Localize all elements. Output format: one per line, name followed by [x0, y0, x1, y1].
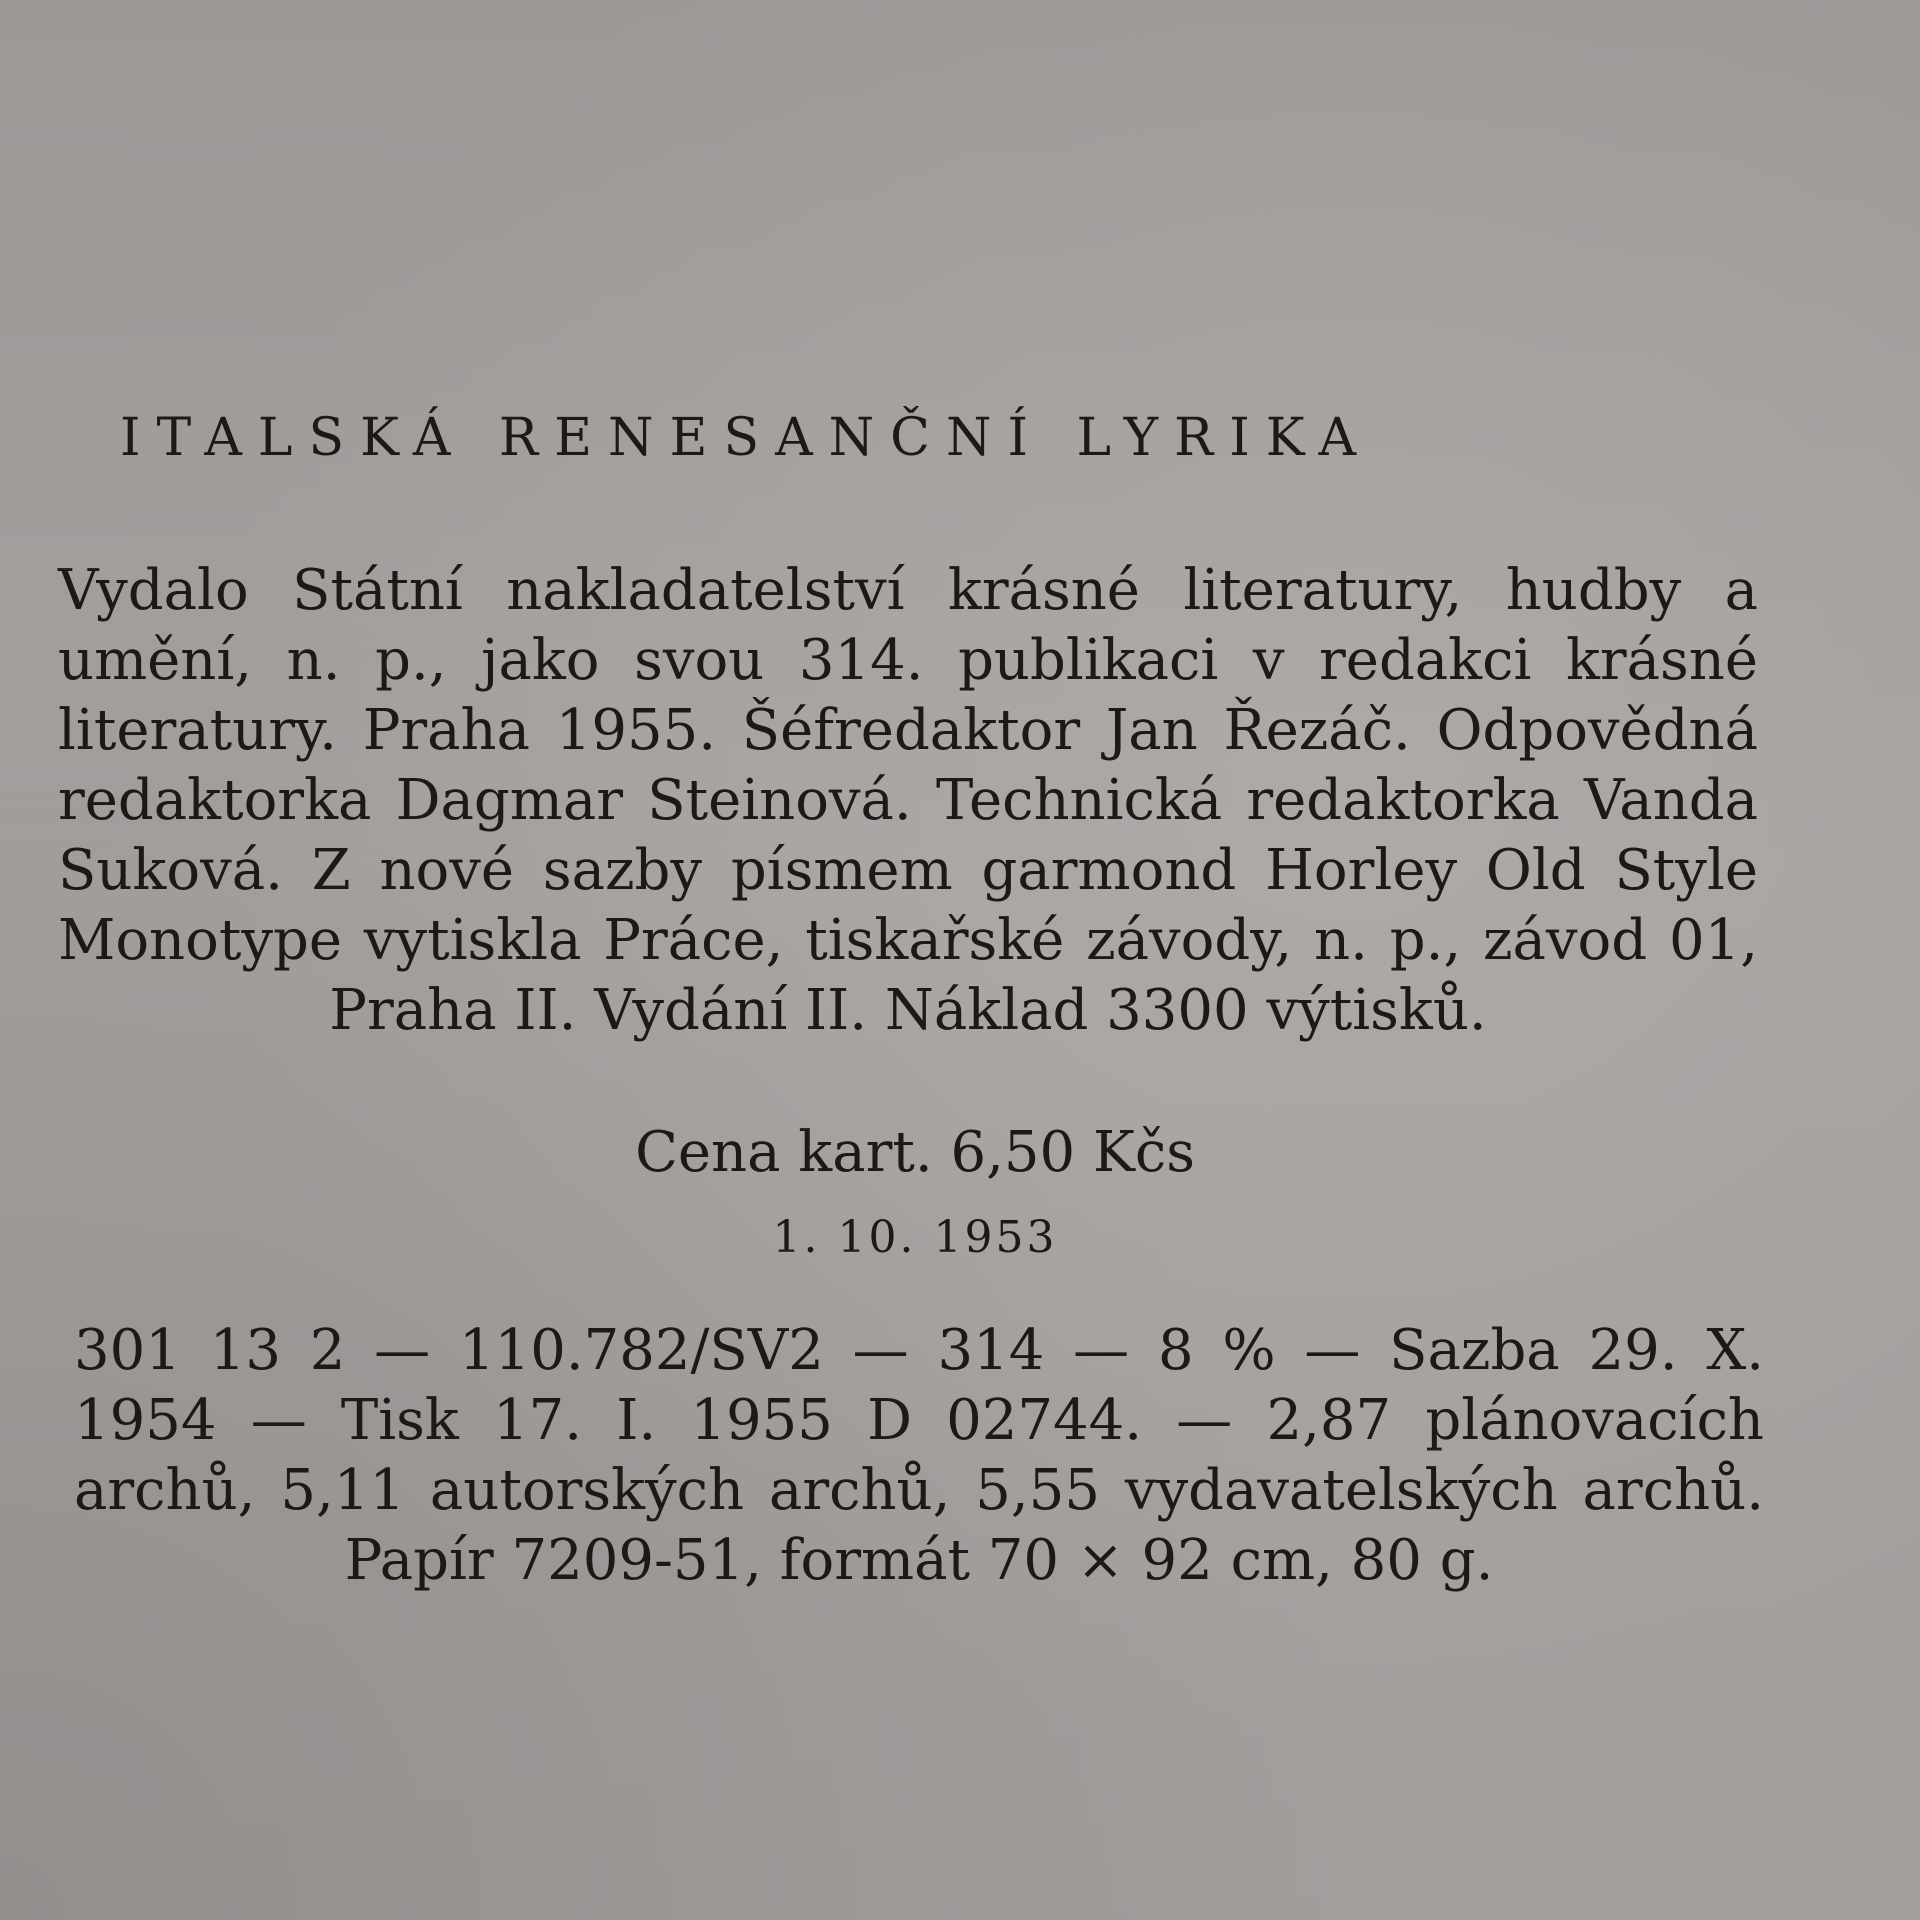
- colophon-line: literatury. Praha 1955. Šéfredaktor Jan Řezáč. Odpovědná: [58, 698, 1758, 763]
- colophon-line: Suková. Z nové sazby písmem garmond Horley Old Style: [58, 838, 1758, 903]
- price-line: Cena kart. 6,50 Kčs: [635, 1120, 1195, 1185]
- colophon-paragraph: [58, 556, 1758, 1046]
- date-line: 1. 10. 1953: [772, 1212, 1058, 1263]
- colophon-line: Monotype vytiskla Práce, tiskařské závody, n. p., závod 01,: [58, 908, 1758, 973]
- colophon-line: redaktorka Dagmar Steinová. Technická redaktorka Vanda: [58, 768, 1758, 833]
- colophon-line: umění, n. p., jako svou 314. publikaci v redakci krásné: [58, 628, 1758, 693]
- codes-line: 301 13 2 — 110.782/SV2 — 314 — 8 % — Sazba 29. X.: [74, 1318, 1764, 1383]
- print-codes-paragraph: [74, 1316, 1764, 1596]
- codes-line: 1954 — Tisk 17. I. 1955 D 02744. — 2,87 plánovacích: [74, 1388, 1764, 1453]
- book-title: ITALSKÁ RENESANČNÍ LYRIKA: [120, 408, 1373, 468]
- codes-line: archů, 5,11 autorských archů, 5,55 vydavatelských archů.: [74, 1458, 1764, 1523]
- colophon-line: Praha II. Vydání II. Náklad 3300 výtisků.: [329, 978, 1487, 1043]
- codes-line: Papír 7209-51, formát 70 × 92 cm, 80 g.: [344, 1528, 1494, 1593]
- colophon-line: Vydalo Státní nakladatelství krásné literatury, hudby a: [58, 558, 1758, 623]
